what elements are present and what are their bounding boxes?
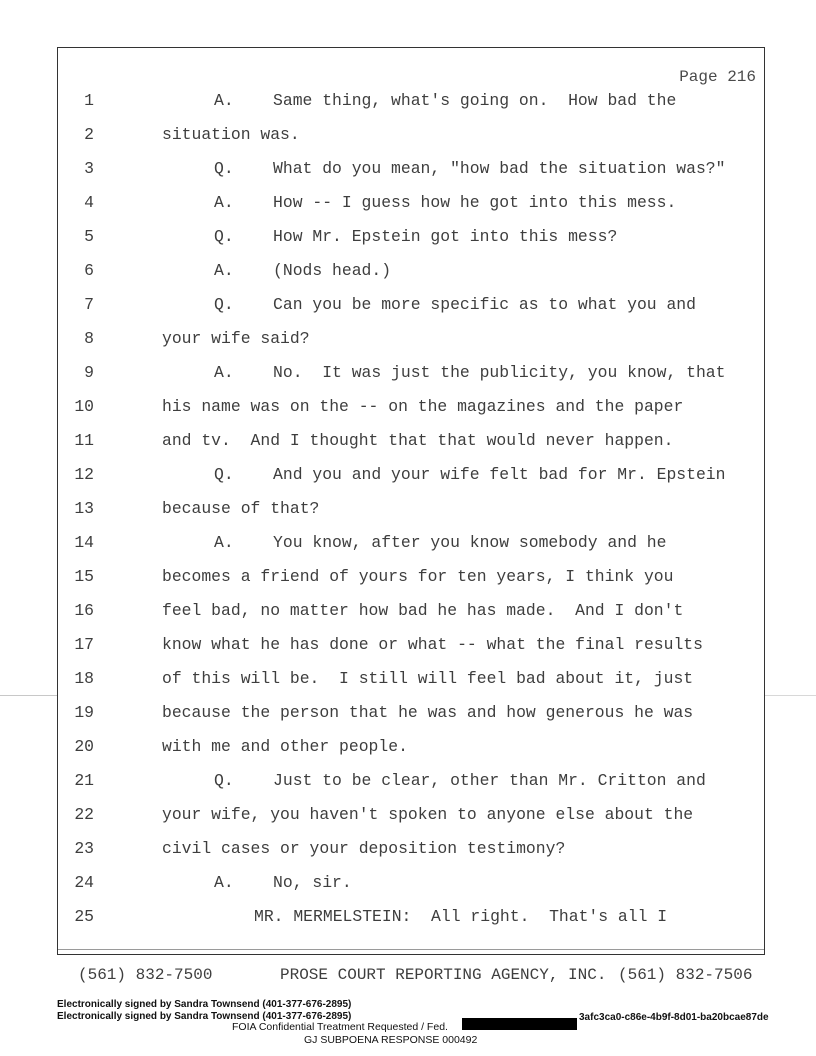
line-number: 23 [74,839,94,858]
transcript-line [0,159,816,191]
line-number: 17 [74,635,94,654]
line-number: 24 [74,873,94,892]
transcript-line [0,193,816,225]
line-number: 22 [74,805,94,824]
document-hash: 3afc3ca0-c86e-4b9f-8d01-ba20bcae87de [579,1012,769,1023]
transcript-line [0,261,816,293]
line-text: Q. And you and your wife felt bad for Mr. Epstein [214,465,726,484]
line-text: feel bad, no matter how bad he has made. And I don't [162,601,684,620]
redaction-bar [462,1018,577,1030]
transcript-line [0,601,816,633]
line-text: Q. How Mr. Epstein got into this mess? [214,227,618,246]
line-text: MR. MERMELSTEIN: All right. That's all I [254,907,668,926]
transcript-line [0,431,816,463]
line-number: 15 [74,567,94,586]
transcript-line [0,295,816,327]
line-number: 10 [74,397,94,416]
line-text: of this will be. I still will feel bad about it, just [162,669,694,688]
transcript-line [0,907,816,939]
line-text: becomes a friend of yours for ten years, I think you [162,567,674,586]
line-number: 1 [84,91,94,110]
line-number: 9 [84,363,94,382]
line-text: A. You know, after you know somebody and he [214,533,667,552]
transcript-line [0,363,816,395]
transcript-line [0,873,816,905]
line-number: 19 [74,703,94,722]
foia-stamp: FOIA Confidential Treatment Requested / Fed. [232,1021,448,1033]
line-number: 18 [74,669,94,688]
line-text: situation was. [162,125,300,144]
subpoena-stamp: GJ SUBPOENA RESPONSE 000492 [304,1034,478,1046]
transcript-line [0,669,816,701]
esignature-line-1: Electronically signed by Sandra Townsend (401-377-676-2895) [57,999,352,1010]
transcript-line [0,737,816,769]
line-text: Q. Just to be clear, other than Mr. Critton and [214,771,706,790]
line-number: 6 [84,261,94,280]
transcript-line [0,397,816,429]
line-number: 14 [74,533,94,552]
line-text: Q. What do you mean, "how bad the situation was?" [214,159,726,178]
transcript-line [0,703,816,735]
footer-agency-name: PROSE COURT REPORTING AGENCY, INC. [280,966,607,984]
line-number: 12 [74,465,94,484]
transcript-line [0,329,816,361]
line-text: because of that? [162,499,320,518]
line-number: 21 [74,771,94,790]
line-number: 3 [84,159,94,178]
line-number: 4 [84,193,94,212]
line-text: and tv. And I thought that that would never happen. [162,431,674,450]
footer-phone-left: (561) 832-7500 [78,966,213,984]
transcript-line [0,805,816,837]
page-number: Page 216 [679,68,756,86]
line-text: civil cases or your deposition testimony? [162,839,566,858]
line-number: 16 [74,601,94,620]
line-text: with me and other people. [162,737,408,756]
transcript-line [0,839,816,871]
line-text: his name was on the -- on the magazines and the paper [162,397,684,416]
transcript-line [0,635,816,667]
line-number: 8 [84,329,94,348]
line-number: 5 [84,227,94,246]
transcript-line [0,567,816,599]
footer-phone-right: (561) 832-7506 [618,966,753,984]
line-number: 13 [74,499,94,518]
line-number: 2 [84,125,94,144]
line-number: 11 [74,431,94,450]
line-text: A. How -- I guess how he got into this mess. [214,193,677,212]
line-text: A. No, sir. [214,873,352,892]
transcript-line [0,499,816,531]
transcript-line [0,125,816,157]
line-number: 25 [74,907,94,926]
transcript-line [0,771,816,803]
line-text: your wife, you haven't spoken to anyone else about the [162,805,694,824]
line-text: your wife said? [162,329,310,348]
transcript-line [0,533,816,565]
line-text: A. No. It was just the publicity, you know, that [214,363,726,382]
transcript-line [0,465,816,497]
line-text: A. (Nods head.) [214,261,392,280]
line-text: because the person that he was and how generous he was [162,703,694,722]
esignature-line-2: Electronically signed by Sandra Townsend (401-377-676-2895) [57,1011,352,1022]
line-number: 20 [74,737,94,756]
line-text: know what he has done or what -- what the final results [162,635,703,654]
transcript-line [0,227,816,259]
line-text: A. Same thing, what's going on. How bad the [214,91,677,110]
line-text: Q. Can you be more specific as to what you and [214,295,696,314]
line-number: 7 [84,295,94,314]
transcript-line [0,91,816,123]
